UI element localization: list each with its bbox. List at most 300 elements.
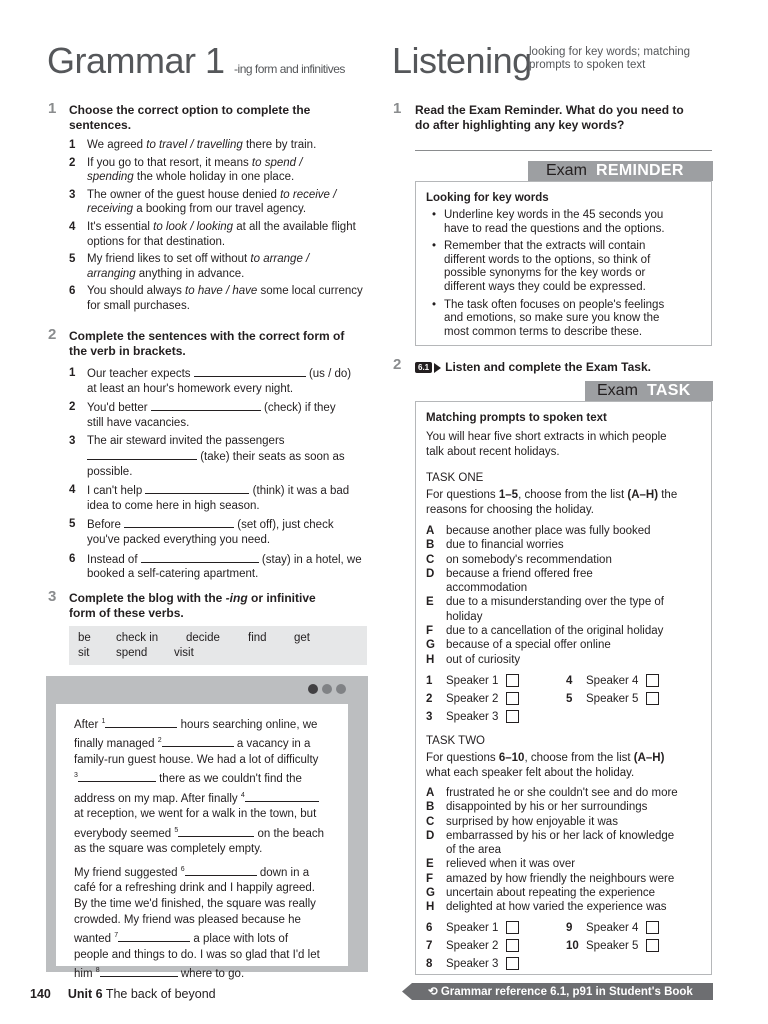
q1-number: 1 bbox=[48, 100, 57, 117]
q1-instruction-line2: sentences. bbox=[69, 118, 132, 132]
item-text: You should always bbox=[87, 285, 186, 298]
q3-instruction-line1 bbox=[69, 591, 316, 606]
play-icon[interactable] bbox=[434, 363, 441, 373]
question-number: 5 bbox=[566, 693, 573, 705]
item-text: the whole holiday in one place. bbox=[133, 171, 295, 184]
audio-track-badge[interactable]: 6.1 bbox=[415, 362, 432, 373]
t1-c: , choose from the list bbox=[518, 489, 628, 501]
task-heading: Matching prompts to spoken text bbox=[426, 412, 607, 424]
bullet-line: Remember that the extracts will contain bbox=[444, 240, 646, 253]
exam-task-tab-a: Exam bbox=[597, 382, 638, 399]
speaker-label: Speaker 3 bbox=[446, 958, 499, 970]
grammar-title-main: Grammar 1 bbox=[47, 40, 225, 81]
t1-a: For questions bbox=[426, 489, 499, 501]
question-number: 8 bbox=[426, 958, 433, 970]
dot-icon bbox=[322, 684, 332, 694]
option-text: of the area bbox=[446, 844, 501, 857]
task-intro bbox=[426, 430, 667, 459]
option-choice[interactable]: to receive / bbox=[280, 188, 337, 201]
q3-instruction-line2: form of these verbs. bbox=[69, 606, 184, 620]
unit-title: The back of beyond bbox=[105, 987, 216, 1001]
option-letter: A bbox=[426, 787, 435, 799]
item-number: 2 bbox=[69, 401, 76, 414]
task-two-instr-line1 bbox=[426, 751, 706, 766]
item-text: Our teacher expects bbox=[87, 368, 194, 380]
grammar-reference-text bbox=[428, 984, 693, 998]
speaker-answer bbox=[426, 672, 519, 690]
bullet-line: and emotions, so make sure you know the bbox=[444, 312, 660, 325]
blog-text-run: down in a bbox=[259, 866, 310, 879]
item-text: a booking from our travel agency. bbox=[133, 203, 307, 216]
task-two-instr-line2: what each speaker felt about the holiday. bbox=[426, 766, 635, 779]
bullet-line: different words to the options, so think of bbox=[444, 253, 651, 266]
exam-reminder-tab-a: Exam bbox=[546, 162, 587, 179]
verb-option: get bbox=[294, 632, 310, 644]
answer-checkbox[interactable] bbox=[506, 692, 519, 705]
verb-option: check in bbox=[116, 632, 159, 644]
item-number: 2 bbox=[69, 156, 76, 169]
question-number: 2 bbox=[426, 693, 433, 705]
item-text: idea to come here in high season. bbox=[87, 499, 260, 512]
q2-item bbox=[69, 434, 369, 479]
answer-blank[interactable] bbox=[141, 552, 259, 563]
blog-text-run: My friend suggested bbox=[74, 866, 178, 879]
item-text: anything in advance. bbox=[135, 267, 245, 280]
blog-text bbox=[56, 704, 348, 980]
task-option bbox=[426, 638, 706, 652]
blog-frame bbox=[46, 676, 368, 980]
reminder-bullet bbox=[426, 209, 706, 236]
refresh-icon: ⟲ bbox=[428, 986, 438, 998]
option-text: uncertain about repeating the experience bbox=[446, 887, 656, 900]
item-number: 6 bbox=[69, 285, 76, 298]
option-choice[interactable]: receiving bbox=[87, 203, 134, 216]
blog-text-run: address on my map. After finally bbox=[74, 792, 238, 805]
reminder-heading: Looking for key words bbox=[426, 192, 549, 204]
speaker-answer bbox=[426, 708, 519, 726]
q3-instr-b: or infinitive bbox=[247, 591, 316, 605]
gap-blank[interactable] bbox=[245, 791, 319, 802]
verb-hint: (stay) in a hotel, we bbox=[258, 553, 362, 566]
rq2-number: 2 bbox=[393, 356, 402, 373]
speaker-answer bbox=[566, 690, 659, 708]
exam-task-box bbox=[415, 401, 712, 975]
speaker-label: Speaker 2 bbox=[446, 693, 499, 705]
q3-instr-a: Complete the blog with the bbox=[69, 591, 226, 605]
answer-blank[interactable] bbox=[145, 483, 249, 494]
t2-a: For questions bbox=[426, 752, 499, 764]
option-letter: A bbox=[426, 525, 435, 537]
item-number: 4 bbox=[69, 220, 76, 233]
gap-blank[interactable] bbox=[100, 966, 178, 977]
q2-items bbox=[69, 366, 369, 586]
item-text: The air steward invited the passengers bbox=[87, 435, 285, 448]
item-number: 4 bbox=[69, 484, 76, 497]
question-number: 9 bbox=[566, 922, 573, 934]
speaker-answer bbox=[426, 955, 519, 973]
dot-active-icon bbox=[308, 684, 318, 694]
item-text: at all the available flight options for that destination. bbox=[87, 220, 356, 248]
task-one-label: TASK ONE bbox=[426, 472, 484, 484]
speaker-label: Speaker 4 bbox=[586, 922, 639, 934]
blog-text-run: everybody seemed bbox=[74, 827, 172, 840]
gap-number: 5 bbox=[174, 826, 179, 834]
rq2-instruction bbox=[415, 360, 651, 374]
q2-instruction-line1: Complete the sentences with the correct form of bbox=[69, 329, 345, 343]
bullet-line: Underline key words in the 45 seconds you bbox=[444, 209, 664, 221]
rq1-line2: do after highlighting any key words? bbox=[415, 118, 625, 132]
answer-blank[interactable] bbox=[151, 400, 261, 411]
verb-option: be bbox=[78, 632, 91, 644]
option-choice[interactable]: to arrange / bbox=[250, 253, 310, 266]
item-number: 5 bbox=[69, 253, 76, 266]
question-number: 6 bbox=[426, 922, 433, 934]
task-option bbox=[426, 886, 706, 900]
q1-item bbox=[69, 220, 364, 249]
blog-paragraph-2 bbox=[74, 862, 338, 983]
speaker-answer bbox=[426, 690, 519, 708]
speaker-label: Speaker 1 bbox=[446, 922, 499, 934]
question-number: 3 bbox=[426, 711, 433, 723]
option-text: because of a special offer online bbox=[446, 639, 611, 652]
task-option bbox=[426, 800, 706, 814]
option-letter: D bbox=[426, 829, 435, 842]
task-two-label: TASK TWO bbox=[426, 735, 485, 747]
t2-d: (A–H) bbox=[633, 752, 665, 764]
option-choice[interactable]: arranging bbox=[87, 267, 136, 280]
verb-hint: (think) it was a bad bbox=[249, 485, 350, 498]
answer-checkbox[interactable] bbox=[646, 921, 659, 934]
answer-checkbox[interactable] bbox=[646, 692, 659, 705]
option-text: due to financial worries bbox=[446, 539, 564, 552]
task-option bbox=[426, 653, 706, 667]
grammar-reference-label: Grammar reference 6.1, p91 in Student's Book bbox=[440, 986, 693, 998]
answer-line bbox=[415, 150, 712, 151]
option-letter: C bbox=[426, 815, 435, 828]
task-one-options bbox=[426, 524, 706, 667]
item-text: If you go to that resort, it means bbox=[87, 156, 252, 169]
item-text: Instead of bbox=[87, 553, 141, 566]
rq1-number: 1 bbox=[393, 100, 402, 117]
page-footer bbox=[30, 987, 216, 1001]
q1-items bbox=[69, 138, 364, 317]
answer-checkbox[interactable] bbox=[506, 939, 519, 952]
item-number: 1 bbox=[69, 139, 76, 151]
speaker-label: Speaker 4 bbox=[586, 675, 639, 687]
speaker-answer bbox=[566, 672, 659, 690]
task-intro-line2: talk about recent holidays. bbox=[426, 445, 560, 458]
blog-text-run: him bbox=[74, 967, 93, 980]
listening-subtitle-line2: prompts to spoken text bbox=[529, 59, 646, 71]
item-text: We agreed bbox=[87, 139, 147, 151]
q1-item bbox=[69, 138, 364, 153]
q1-instruction bbox=[69, 103, 310, 133]
option-letter: F bbox=[426, 625, 434, 638]
gap-blank[interactable] bbox=[185, 865, 257, 876]
option-text: disappointed by his or her surroundings bbox=[446, 801, 648, 814]
speaker-label: Speaker 1 bbox=[446, 675, 499, 687]
task-one-instr-line1 bbox=[426, 488, 706, 503]
gap-blank[interactable] bbox=[105, 717, 177, 728]
task-option bbox=[426, 567, 706, 596]
option-text: because a friend offered free bbox=[446, 567, 593, 580]
option-letter: B bbox=[426, 801, 435, 814]
answer-checkbox[interactable] bbox=[646, 939, 659, 952]
task-option bbox=[426, 900, 706, 914]
task-option bbox=[426, 538, 706, 552]
item-text: It's essential bbox=[87, 220, 154, 233]
listening-subtitle bbox=[529, 46, 690, 72]
task-option bbox=[426, 624, 706, 638]
gap-number: 2 bbox=[157, 737, 162, 745]
option-letter: H bbox=[426, 901, 435, 914]
blog-text-run: a place with lots of bbox=[193, 932, 289, 945]
bullet-line: different ways they could be expressed. bbox=[444, 280, 646, 293]
q1-item bbox=[69, 252, 364, 281]
gap-blank[interactable] bbox=[118, 931, 190, 942]
gap-blank[interactable] bbox=[78, 771, 156, 782]
item-text: I can't help bbox=[87, 485, 146, 498]
q1-item bbox=[69, 156, 364, 185]
q3-number: 3 bbox=[48, 588, 57, 605]
option-text: embarrassed by his or her lack of knowledge bbox=[446, 829, 675, 842]
speaker-label: Speaker 3 bbox=[446, 711, 499, 723]
t1-d: (A–H) bbox=[627, 489, 659, 501]
option-letter: E bbox=[426, 858, 434, 871]
gap-number: 6 bbox=[180, 865, 185, 873]
exam-reminder-tab-b: REMINDER bbox=[596, 162, 684, 179]
verb-hint: (take) their seats as soon as bbox=[197, 450, 345, 463]
task-two-options bbox=[426, 786, 706, 915]
speaker-label: Speaker 2 bbox=[446, 940, 499, 952]
answer-blank[interactable] bbox=[124, 517, 234, 528]
option-text: frustrated he or she couldn't see and do more bbox=[446, 787, 678, 799]
task-one-instr-line2: reasons for choosing the holiday. bbox=[426, 503, 594, 516]
speaker-answer bbox=[426, 919, 519, 937]
task-option bbox=[426, 524, 706, 538]
option-text: out of curiosity bbox=[446, 653, 521, 666]
q2-item bbox=[69, 366, 369, 396]
exam-reminder-tab bbox=[528, 161, 713, 181]
speaker-answer bbox=[566, 919, 659, 937]
item-text: You'd better bbox=[87, 402, 151, 415]
blog-text-run: family-run guest house. We had a lot of difficulty bbox=[74, 753, 319, 766]
q3-instr-italic: -ing bbox=[225, 591, 248, 605]
option-text: due to a cancellation of the original holiday bbox=[446, 625, 664, 638]
q2-item bbox=[69, 483, 369, 513]
t2-b: 6–10 bbox=[498, 752, 525, 764]
reminder-bullets bbox=[426, 209, 706, 343]
item-text: My friend likes to set off without bbox=[87, 253, 251, 266]
question-number: 10 bbox=[566, 940, 579, 952]
task-intro-line1: You will hear five short extracts in which people bbox=[426, 431, 667, 443]
speaker-label: Speaker 5 bbox=[586, 940, 639, 952]
gap-number: 3 bbox=[74, 772, 78, 780]
option-text: relieved when it was over bbox=[446, 858, 576, 871]
verb-option: visit bbox=[174, 647, 194, 659]
blog-text-run: finally managed bbox=[74, 738, 155, 751]
question-number: 4 bbox=[566, 675, 573, 687]
blog-text-run: there as we couldn't find the bbox=[159, 773, 302, 786]
exam-task-tab-b: TASK bbox=[647, 382, 691, 399]
option-text: accommodation bbox=[446, 582, 528, 595]
blog-dots bbox=[308, 684, 346, 697]
item-text: you've packed everything you need. bbox=[87, 533, 271, 546]
bullet-line: have to read the questions and the options. bbox=[444, 222, 665, 235]
question-number: 1 bbox=[426, 675, 433, 687]
speaker-label: Speaker 5 bbox=[586, 693, 639, 705]
option-choice[interactable]: spending bbox=[87, 171, 134, 184]
rq2-text: Listen and complete the Exam Task. bbox=[445, 360, 651, 374]
task-option bbox=[426, 815, 706, 829]
option-text: surprised by how enjoyable it was bbox=[446, 815, 618, 828]
gap-number: 8 bbox=[95, 967, 100, 975]
blog-text-run: on the beach bbox=[257, 827, 324, 840]
q2-item bbox=[69, 552, 369, 582]
verb-option: find bbox=[248, 632, 267, 644]
t1-e: the bbox=[658, 489, 678, 501]
option-letter: C bbox=[426, 553, 435, 566]
blog-text-run: people and things to do. I was so glad that I'd let bbox=[74, 948, 320, 961]
item-text: there by train. bbox=[242, 139, 317, 151]
option-text: amazed by how friendly the neighbours were bbox=[446, 872, 675, 885]
rq1-instruction bbox=[415, 103, 684, 133]
blog-paragraph-1 bbox=[74, 714, 338, 858]
option-letter: G bbox=[426, 887, 435, 900]
item-text: possible. bbox=[87, 465, 133, 478]
blog-text-run: at reception, we went for a walk in the town, but bbox=[74, 808, 317, 821]
bullet-line: most common terms to describe these. bbox=[444, 325, 643, 338]
reminder-bullet bbox=[426, 299, 706, 340]
option-letter: B bbox=[426, 539, 435, 552]
gap-number: 7 bbox=[114, 932, 119, 940]
unit-label: Unit 6 bbox=[67, 987, 103, 1001]
option-letter: D bbox=[426, 567, 435, 580]
item-text: still have vacancies. bbox=[87, 416, 190, 429]
item-text: Before bbox=[87, 519, 125, 532]
option-text: because another place was fully booked bbox=[446, 525, 651, 537]
answer-checkbox[interactable] bbox=[506, 921, 519, 934]
option-letter: F bbox=[426, 872, 434, 885]
gap-number: 1 bbox=[101, 718, 106, 725]
speaker-answer bbox=[426, 937, 519, 955]
blog-text-run: a vacancy in a bbox=[236, 738, 311, 751]
gap-blank[interactable] bbox=[178, 826, 254, 837]
task-one-instruction bbox=[426, 488, 706, 517]
task-option bbox=[426, 829, 706, 858]
option-choice[interactable]: to have / have bbox=[185, 285, 258, 298]
grammar-reference-bar[interactable] bbox=[402, 983, 713, 1000]
task-option bbox=[426, 857, 706, 871]
q2-item bbox=[69, 400, 369, 430]
option-choice[interactable]: to look / looking bbox=[153, 220, 234, 233]
rq1-line1: Read the Exam Reminder. What do you need to bbox=[415, 103, 684, 117]
listening-title: Listening bbox=[392, 40, 532, 81]
item-number: 6 bbox=[69, 552, 76, 565]
option-text: holiday bbox=[446, 610, 483, 623]
task-option bbox=[426, 553, 706, 567]
blog-text-run: hours searching online, we bbox=[180, 718, 318, 731]
answer-checkbox[interactable] bbox=[506, 674, 519, 687]
answer-blank[interactable] bbox=[194, 366, 306, 377]
item-number: 3 bbox=[69, 435, 76, 448]
verb-hint: (check) if they bbox=[260, 402, 336, 415]
page-number: 140 bbox=[30, 987, 51, 1001]
dot-icon bbox=[336, 684, 346, 694]
task-option bbox=[426, 786, 706, 800]
t1-b: 1–5 bbox=[498, 489, 519, 501]
option-choice[interactable]: to spend / bbox=[251, 156, 303, 169]
q1-item bbox=[69, 188, 364, 217]
q2-number: 2 bbox=[48, 326, 57, 343]
option-text: due to a misunderstanding over the type of bbox=[446, 596, 665, 609]
blog-text-run: wanted bbox=[74, 932, 112, 945]
exam-task-tab bbox=[585, 381, 713, 401]
task-option bbox=[426, 595, 706, 624]
item-number: 5 bbox=[69, 518, 76, 531]
option-text: on somebody's recommendation bbox=[446, 553, 612, 566]
answer-blank[interactable] bbox=[87, 449, 197, 460]
item-text: some local currency for small purchases. bbox=[87, 285, 363, 312]
gap-number: 4 bbox=[240, 791, 245, 799]
q2-instruction bbox=[69, 329, 344, 359]
q1-item bbox=[69, 284, 364, 313]
blog-text-run: After bbox=[74, 718, 99, 731]
verb-option: sit bbox=[78, 647, 90, 659]
option-choice[interactable]: to travel / travelling bbox=[146, 139, 243, 151]
listening-subtitle-line1: looking for key words; matching bbox=[529, 46, 691, 58]
item-number: 1 bbox=[69, 367, 76, 379]
t2-c: , choose from the list bbox=[524, 752, 634, 764]
answer-checkbox[interactable] bbox=[506, 957, 519, 970]
item-number: 3 bbox=[69, 188, 76, 201]
gap-blank[interactable] bbox=[162, 736, 234, 747]
verb-hint: (set off), just check bbox=[234, 519, 334, 532]
item-text: booked a self-catering apartment. bbox=[87, 568, 259, 581]
item-text: The owner of the guest house denied bbox=[87, 188, 281, 201]
option-letter: H bbox=[426, 653, 435, 666]
blog-text-run: where to go. bbox=[180, 967, 245, 980]
blog-text-run: café for a refreshing drink and I happily agreed. bbox=[74, 882, 316, 895]
blog-text-run: By the time we'd finished, the square was really bbox=[74, 897, 316, 910]
option-letter: E bbox=[426, 596, 434, 609]
task-two-instruction bbox=[426, 751, 706, 780]
q2-instruction-line2: the verb in brackets. bbox=[69, 344, 186, 358]
task-option bbox=[426, 872, 706, 886]
q3-instruction bbox=[69, 591, 316, 621]
answer-checkbox[interactable] bbox=[506, 710, 519, 723]
speaker-answer bbox=[566, 937, 659, 955]
question-number: 7 bbox=[426, 940, 433, 952]
bullet-line: possible synonyms for the key words or bbox=[444, 267, 646, 280]
q2-item bbox=[69, 517, 369, 547]
blog-text-run: crowded. My friend was pleased because he bbox=[74, 913, 301, 926]
verb-box bbox=[69, 626, 367, 665]
grammar-title-sub: -ing form and infinitives bbox=[234, 62, 345, 76]
verb-option: decide bbox=[186, 632, 220, 644]
grammar-title bbox=[47, 40, 345, 82]
verb-hint: (us / do) bbox=[305, 368, 352, 380]
verb-option: spend bbox=[116, 647, 148, 659]
q1-instruction-line1: Choose the correct option to complete the bbox=[69, 103, 311, 117]
bullet-line: The task often focuses on people's feelings bbox=[444, 298, 665, 311]
option-letter: G bbox=[426, 639, 435, 652]
exam-reminder-box bbox=[415, 181, 712, 346]
item-text: at least an hour's homework every night. bbox=[87, 382, 294, 395]
answer-checkbox[interactable] bbox=[646, 674, 659, 687]
reminder-bullet bbox=[426, 240, 706, 294]
option-text: delighted at how varied the experience was bbox=[446, 901, 667, 914]
